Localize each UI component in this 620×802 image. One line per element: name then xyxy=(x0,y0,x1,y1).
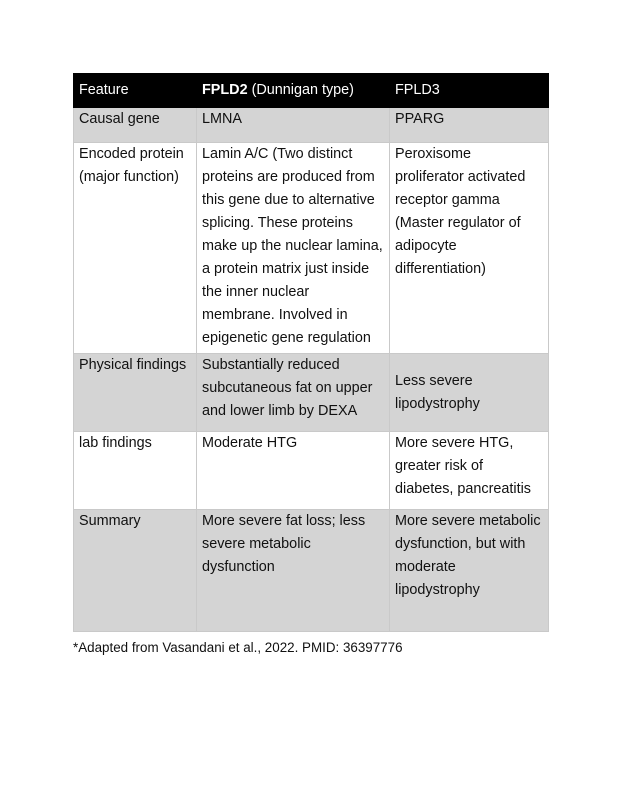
cell-fpld2: LMNA xyxy=(197,108,390,143)
table-row-encoded-protein xyxy=(74,143,549,354)
source-footnote: *Adapted from Vasandani et al., 2022. PMID: 36397776 xyxy=(73,640,403,655)
fpld-comparison-table xyxy=(73,73,549,632)
row-label: Summary xyxy=(74,510,197,632)
cell-fpld3: Less severe lipodystrophy xyxy=(390,354,549,432)
row-label: Encoded protein (major function) xyxy=(74,143,197,354)
cell-fpld3: PPARG xyxy=(390,108,549,143)
header-fpld3: FPLD3 xyxy=(390,74,549,108)
row-label: lab findings xyxy=(74,432,197,510)
header-fpld2-name: FPLD2 xyxy=(202,82,248,98)
cell-fpld2: Lamin A/C (Two distinct proteins are produced from this gene due to alternative splicing. These proteins make up the nuclear lamina, a protein matrix just inside the inner nuclear membrane. Involved in epigenetic gene regulation xyxy=(197,143,390,354)
table-row-lab-findings xyxy=(74,432,549,510)
table-row-causal-gene xyxy=(74,108,549,143)
table-row-summary xyxy=(74,510,549,632)
cell-fpld3: More severe metabolic dysfunction, but with moderate lipodystrophy xyxy=(390,510,549,632)
header-fpld2-subtitle: (Dunnigan type) xyxy=(247,82,354,98)
row-label: Causal gene xyxy=(74,108,197,143)
row-label: Physical findings xyxy=(74,354,197,432)
cell-fpld2: More severe fat loss; less severe metabolic dysfunction xyxy=(197,510,390,632)
cell-fpld3: Peroxisome proliferator activated receptor gamma (Master regulator of adipocyte differentiation) xyxy=(390,143,549,354)
header-fpld2 xyxy=(197,74,390,108)
table-header-row xyxy=(74,74,549,108)
header-feature: Feature xyxy=(74,74,197,108)
cell-fpld2: Substantially reduced subcutaneous fat on upper and lower limb by DEXA xyxy=(197,354,390,432)
table-row-physical-findings xyxy=(74,354,549,432)
cell-fpld3: More severe HTG, greater risk of diabetes, pancreatitis xyxy=(390,432,549,510)
cell-fpld2: Moderate HTG xyxy=(197,432,390,510)
